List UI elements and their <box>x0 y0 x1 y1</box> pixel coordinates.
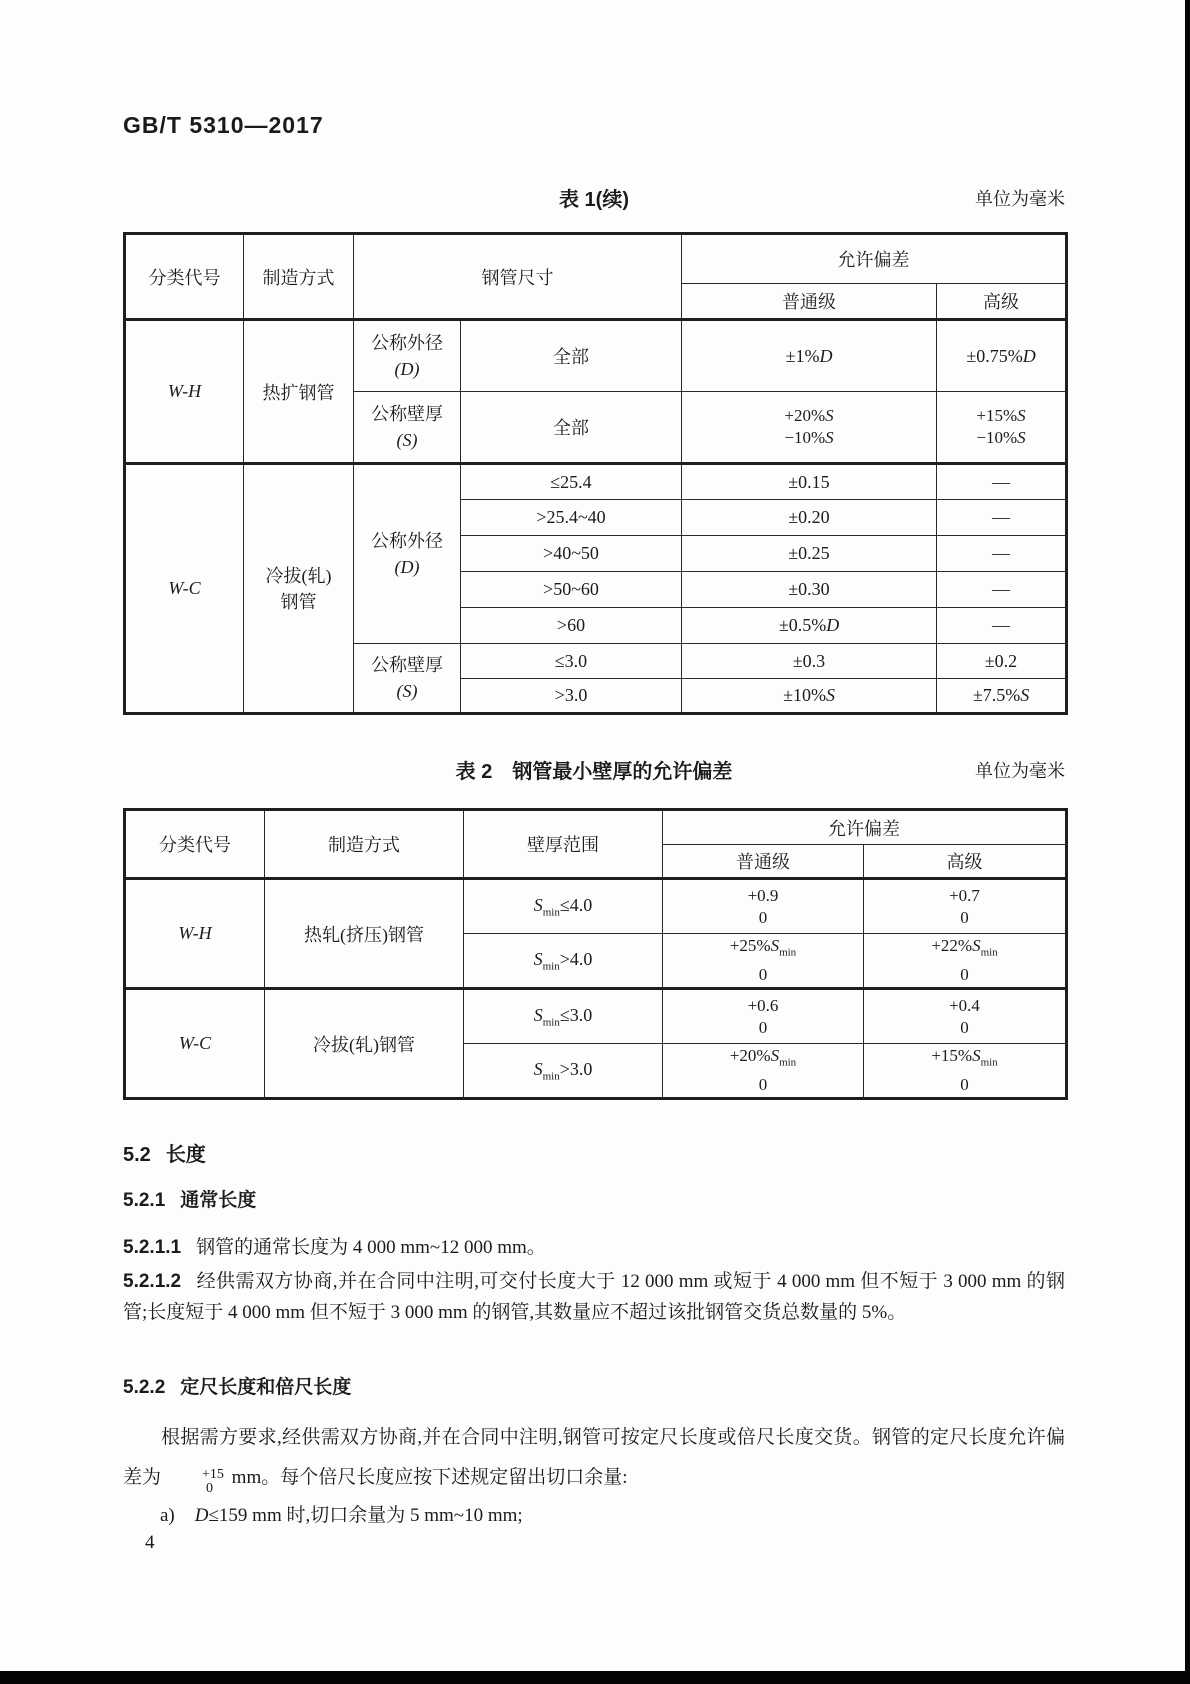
section-heading-5-2-2 <box>123 1372 351 1399</box>
normal-tolerance-cell: ±0.20 <box>682 500 937 536</box>
tolerance-lower: 0 <box>960 1017 969 1037</box>
header-manufacture-method: 制造方式 <box>265 810 464 879</box>
tolerance-upper: +0.4 <box>949 995 980 1015</box>
high-tolerance-cell <box>937 320 1067 392</box>
header-high-grade: 高级 <box>937 284 1067 320</box>
normal-tolerance-cell <box>663 1044 864 1099</box>
section-title: 通常长度 <box>180 1190 257 1211</box>
parameter-label: 公称壁厚 <box>371 404 443 424</box>
parameter-cell <box>354 392 461 464</box>
tolerance-lower: 0 <box>758 1017 768 1037</box>
tolerance-variable: S <box>825 428 834 447</box>
tolerance-lower: 0 <box>960 907 969 927</box>
tolerance-variable: S <box>1020 685 1030 705</box>
tolerance-variable: D <box>819 345 833 366</box>
tolerance-upper: +0.7 <box>949 885 980 905</box>
scan-edge-bottom <box>0 1671 1190 1684</box>
tolerance-variable: S <box>1017 428 1026 447</box>
parameter-label: 公称壁厚 <box>371 655 443 675</box>
tolerance-variable: S <box>770 1046 780 1066</box>
tolerance-value: ±0.5% <box>778 615 827 635</box>
method-cell: 热轧(挤压)钢管 <box>265 879 464 989</box>
tolerance-variable: D <box>826 615 840 635</box>
high-tolerance-cell: — <box>937 608 1067 644</box>
stacked-tolerance <box>867 995 1062 1039</box>
normal-tolerance-cell <box>682 320 937 392</box>
class-code-cell: W-C <box>125 989 265 1099</box>
smin-subscript: min <box>542 1070 560 1083</box>
normal-tolerance-cell: ±0.30 <box>682 572 937 608</box>
table-row <box>125 320 1067 392</box>
method-cell: 热扩钢管 <box>244 320 354 464</box>
clause-text: 经供需双方协商,并在合同中注明,可交付长度大于 12 000 mm 或短于 4 000 mm 但不短于 3 000 mm 的钢管;长度短于 4 000 mm 但不短于 3 000 mm 的钢管,其数量应不超过该批钢管交货总数量的 5%。 <box>123 1271 1065 1323</box>
normal-tolerance-cell <box>663 989 864 1044</box>
range-cell: 全部 <box>461 392 682 464</box>
section-title: 长度 <box>165 1144 206 1166</box>
tolerance-variable: S <box>825 685 835 705</box>
table-row <box>125 989 1067 1044</box>
section-heading-5-2-1 <box>123 1185 256 1212</box>
tolerance-subscript: min <box>980 1056 998 1069</box>
table2-unit-note: 单位为毫米 <box>975 761 1065 781</box>
section-number: 5.2 <box>123 1144 151 1166</box>
tolerance-value: ±7.5% <box>972 685 1021 705</box>
table1-caption: 表 1(续) <box>559 189 629 211</box>
smin-variable: S <box>533 894 543 915</box>
normal-tolerance-cell: ±0.3 <box>682 644 937 679</box>
clause-number: 5.2.1.1 <box>123 1237 182 1258</box>
range-value: ≤3.0 <box>559 1004 593 1025</box>
tolerance-value: ±10% <box>783 685 826 705</box>
tolerance-value: +15% <box>931 1046 973 1066</box>
high-tolerance-cell <box>937 679 1067 714</box>
table-row <box>125 879 1067 934</box>
high-tolerance-cell <box>864 989 1067 1044</box>
section-number: 5.2.2 <box>123 1377 166 1398</box>
header-pipe-size: 钢管尺寸 <box>354 234 682 320</box>
tolerance-lower <box>685 427 933 449</box>
method-line: 钢管 <box>280 591 317 612</box>
method-cell: 冷拔(轧)钢管 <box>265 989 464 1099</box>
clause-text: 钢管的通常长度为 4 000 mm~12 000 mm。 <box>196 1237 546 1258</box>
paragraph-5-2-2 <box>123 1418 1065 1498</box>
diameter-variable: D <box>194 1505 209 1526</box>
tolerance-upper <box>666 1045 860 1073</box>
header-allowed-deviation: 允许偏差 <box>682 234 1067 284</box>
range-cell: >25.4~40 <box>461 500 682 536</box>
section-heading-5-2 <box>123 1138 206 1167</box>
tolerance-variable: S <box>972 1046 981 1066</box>
tolerance-value: +25% <box>729 936 771 956</box>
table2-min-wall-thickness-tolerances <box>123 808 1068 1100</box>
tolerance-variable: S <box>972 936 981 956</box>
tolerance-lower: 0 <box>758 907 768 927</box>
table1-dimension-tolerances <box>123 232 1068 715</box>
high-tolerance-cell: ±0.2 <box>937 644 1067 679</box>
stacked-tolerance <box>940 405 1062 449</box>
stacked-tolerance <box>666 935 860 985</box>
tolerance-variable: D <box>1022 345 1036 366</box>
paragraph-text: mm。每个倍尺长度应按下述规定留出切口余量: <box>226 1467 628 1488</box>
stacked-limit <box>164 1468 224 1496</box>
tolerance-lower: 0 <box>758 1074 768 1094</box>
smin-variable: S <box>533 948 543 969</box>
section-title: 定尺长度和倍尺长度 <box>180 1377 352 1398</box>
table1-caption-row <box>123 183 1065 212</box>
smin-variable: S <box>533 1004 543 1025</box>
tolerance-lower: 0 <box>960 964 969 984</box>
method-line: 冷拔(轧) <box>265 565 332 586</box>
range-cell: 全部 <box>461 320 682 392</box>
paragraph-5-2-1-2 <box>123 1266 1065 1328</box>
normal-tolerance-cell: ±0.25 <box>682 536 937 572</box>
tolerance-value: ±1% <box>785 345 820 366</box>
tolerance-lower <box>940 427 1062 449</box>
stacked-tolerance <box>867 885 1062 929</box>
high-tolerance-cell: — <box>937 464 1067 500</box>
tolerance-subscript: min <box>779 1056 797 1069</box>
class-code-cell: W-H <box>125 320 244 464</box>
range-cell <box>464 1044 663 1099</box>
method-cell <box>244 464 354 714</box>
tolerance-upper: +0.9 <box>747 885 779 905</box>
tolerance-upper <box>666 935 860 963</box>
parameter-symbol: (D) <box>394 557 420 577</box>
tolerance-value: +20% <box>729 1046 771 1066</box>
range-value: ≤4.0 <box>559 894 593 915</box>
parameter-cell <box>354 464 461 644</box>
header-manufacture-method: 制造方式 <box>244 234 354 320</box>
lower-limit: 0 <box>206 1481 214 1496</box>
parameter-cell <box>354 644 461 714</box>
parameter-label: 公称外径 <box>371 333 443 353</box>
tolerance-value: −10% <box>976 428 1018 447</box>
smin-subscript: min <box>542 906 560 919</box>
tolerance-value: −10% <box>784 428 826 447</box>
tolerance-value: +15% <box>976 406 1018 425</box>
paragraph-text: 根据需方要求,经供需双方协商,并在合同中注明,钢管可按定尺长度或倍尺长度交货。钢管的定尺长度允许偏差为 <box>123 1427 1065 1488</box>
header-allowed-deviation: 允许偏差 <box>663 810 1067 845</box>
standard-number: GB/T 5310—2017 <box>123 112 324 138</box>
tolerance-subscript: min <box>779 946 797 959</box>
tolerance-upper <box>685 405 933 427</box>
range-cell: >50~60 <box>461 572 682 608</box>
tolerance-lower: 0 <box>758 964 768 984</box>
normal-tolerance-cell: ±0.15 <box>682 464 937 500</box>
stacked-tolerance <box>867 1045 1062 1095</box>
upper-limit: +15 <box>202 1467 224 1482</box>
high-tolerance-cell: — <box>937 572 1067 608</box>
tolerance-value: ±0.75% <box>966 345 1023 366</box>
class-code-cell: W-C <box>125 464 244 714</box>
table2-caption-row <box>123 755 1065 784</box>
normal-tolerance-cell <box>682 679 937 714</box>
smin-subscript: min <box>542 960 560 973</box>
header-high-grade: 高级 <box>864 845 1067 879</box>
list-item-text: ≤159 mm 时,切口余量为 5 mm~10 mm; <box>208 1505 523 1526</box>
high-tolerance-cell <box>864 879 1067 934</box>
parameter-cell <box>354 320 461 392</box>
range-cell: >40~50 <box>461 536 682 572</box>
tolerance-variable: S <box>1017 406 1026 425</box>
stacked-tolerance <box>666 885 860 929</box>
tolerance-upper <box>867 1045 1062 1073</box>
stacked-tolerance <box>666 995 860 1039</box>
range-cell: >60 <box>461 608 682 644</box>
tolerance-subscript: min <box>980 946 998 959</box>
normal-tolerance-cell <box>663 934 864 989</box>
range-cell <box>464 879 663 934</box>
section-number: 5.2.1 <box>123 1190 166 1211</box>
range-value: >4.0 <box>559 948 593 969</box>
parameter-symbol: (S) <box>396 681 418 701</box>
table-row <box>125 810 1067 845</box>
stacked-tolerance <box>685 405 933 449</box>
table-row <box>125 464 1067 500</box>
tolerance-value: +20% <box>784 406 826 425</box>
tolerance-upper: +0.6 <box>747 995 779 1015</box>
class-code-cell: W-H <box>125 879 265 989</box>
high-tolerance-cell: — <box>937 500 1067 536</box>
tolerance-value: +22% <box>931 936 973 956</box>
header-normal-grade: 普通级 <box>682 284 937 320</box>
table1-unit-note: 单位为毫米 <box>975 189 1065 209</box>
smin-variable: S <box>533 1058 543 1079</box>
parameter-symbol: (D) <box>394 359 420 379</box>
normal-tolerance-cell <box>663 879 864 934</box>
high-tolerance-cell: — <box>937 536 1067 572</box>
tolerance-variable: S <box>770 936 780 956</box>
list-item-label: a) <box>160 1505 175 1526</box>
tolerance-lower: 0 <box>960 1074 969 1094</box>
tolerance-upper <box>940 405 1062 427</box>
range-cell: >3.0 <box>461 679 682 714</box>
scan-edge-right <box>1185 0 1190 1684</box>
tolerance-variable: S <box>825 406 834 425</box>
range-cell: ≤25.4 <box>461 464 682 500</box>
parameter-label: 公称外径 <box>371 531 443 551</box>
list-item-a <box>160 1500 523 1527</box>
header-class-code: 分类代号 <box>125 234 244 320</box>
table-row <box>125 234 1067 284</box>
page-number: 4 <box>145 1532 155 1553</box>
smin-subscript: min <box>542 1016 560 1029</box>
stacked-tolerance <box>666 1045 860 1095</box>
paragraph-5-2-1-1 <box>123 1232 1065 1263</box>
high-tolerance-cell <box>937 392 1067 464</box>
tolerance-upper <box>867 935 1062 963</box>
range-cell <box>464 934 663 989</box>
high-tolerance-cell <box>864 934 1067 989</box>
normal-tolerance-cell <box>682 608 937 644</box>
header-thickness-range: 壁厚范围 <box>464 810 663 879</box>
normal-tolerance-cell <box>682 392 937 464</box>
clause-number: 5.2.1.2 <box>123 1271 182 1292</box>
stacked-tolerance <box>867 935 1062 985</box>
range-value: >3.0 <box>559 1058 593 1079</box>
table2-caption: 表 2 钢管最小壁厚的允许偏差 <box>455 761 733 783</box>
high-tolerance-cell <box>864 1044 1067 1099</box>
range-cell <box>464 989 663 1044</box>
header-class-code: 分类代号 <box>125 810 265 879</box>
parameter-symbol: (S) <box>396 430 418 450</box>
header-normal-grade: 普通级 <box>663 845 864 879</box>
range-cell: ≤3.0 <box>461 644 682 679</box>
